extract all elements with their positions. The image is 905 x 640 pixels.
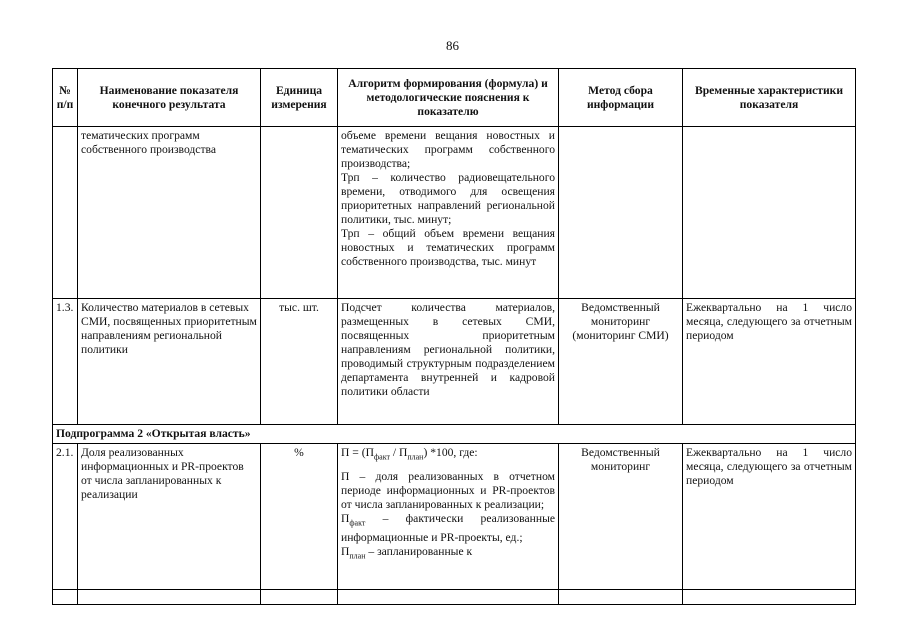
cell-algorithm (338, 444, 559, 590)
cell-num: 1.3. (53, 299, 78, 425)
table-header-row (53, 69, 856, 127)
cell-time: Ежеквартально на 1 число месяца, следующего за отчетным периодом (683, 299, 856, 425)
cell-method: Ведомственный мониторинг (мониторинг СМИ) (559, 299, 683, 425)
cell-unit: % (261, 444, 338, 590)
algorithm-text: Трп – общий объем времени вещания новостных и тематических программ собственного производства, тыс. минут (341, 227, 555, 268)
table-row-continuation (53, 590, 856, 605)
cell-name: Доля реализованных информационных и PR-проектов от числа запланированных к реализации (78, 444, 261, 590)
cell-time: Ежеквартально на 1 число месяца, следующего за отчетным периодом (683, 444, 856, 590)
algorithm-text: $П_{факт}$ – фактически реализованные информационные и PR-проекты, ед.; (341, 512, 555, 544)
table-row (53, 127, 856, 299)
header-method: Метод сбора информации (559, 69, 683, 127)
algorithm-text: П – доля реализованных в отчетном периоде информационных и PR-проектов от числа запланированных к реализации; (341, 470, 555, 512)
cell-num (53, 127, 78, 299)
indicators-table (52, 68, 856, 605)
header-name: Наименование показателя конечного результата (78, 69, 261, 127)
header-algorithm: Алгоритм формирования (формула) и методологические пояснения к показателю (338, 69, 559, 127)
cell-unit (261, 127, 338, 299)
cell-method: Ведомственный мониторинг (559, 444, 683, 590)
table-row (53, 299, 856, 425)
table-row (53, 444, 856, 590)
header-num: № п/п (53, 69, 78, 127)
cell-method (559, 127, 683, 299)
algorithm-text: объеме времени вещания новостных и тематических программ собственного производства; (341, 129, 555, 170)
section-title: Подпрограмма 2 «Открытая власть» (53, 425, 856, 444)
section-row (53, 425, 856, 444)
cell-name: тематических программ собственного производства (78, 127, 261, 299)
algorithm-text: Трп – количество радиовещательного времени, отводимого для освещения приоритетных направлений региональной политики, тыс. минут; (341, 171, 555, 226)
header-unit: Единица измерения (261, 69, 338, 127)
header-time: Временные характеристики показателя (683, 69, 856, 127)
page-number: 86 (446, 38, 459, 53)
cell-num: 2.1. (53, 444, 78, 590)
cell-algorithm: Подсчет количества материалов, размещенных в сетевых СМИ, посвященных приоритетным направлениям региональной политики, проводимый структурным подразделением департамента внутренней и кадровой политики области (338, 299, 559, 425)
algorithm-content (341, 446, 555, 587)
cell-algorithm (338, 127, 559, 299)
formula: $П = (П_{факт} / П_{план})$ *100, где: (341, 446, 478, 462)
cell-name: Количество материалов в сетевых СМИ, посвященных приоритетным направлениям региональной политики (78, 299, 261, 425)
cell-time (683, 127, 856, 299)
cell-unit: тыс. шт. (261, 299, 338, 425)
algorithm-text: $П_{план}$ – запланированные к (341, 544, 473, 560)
